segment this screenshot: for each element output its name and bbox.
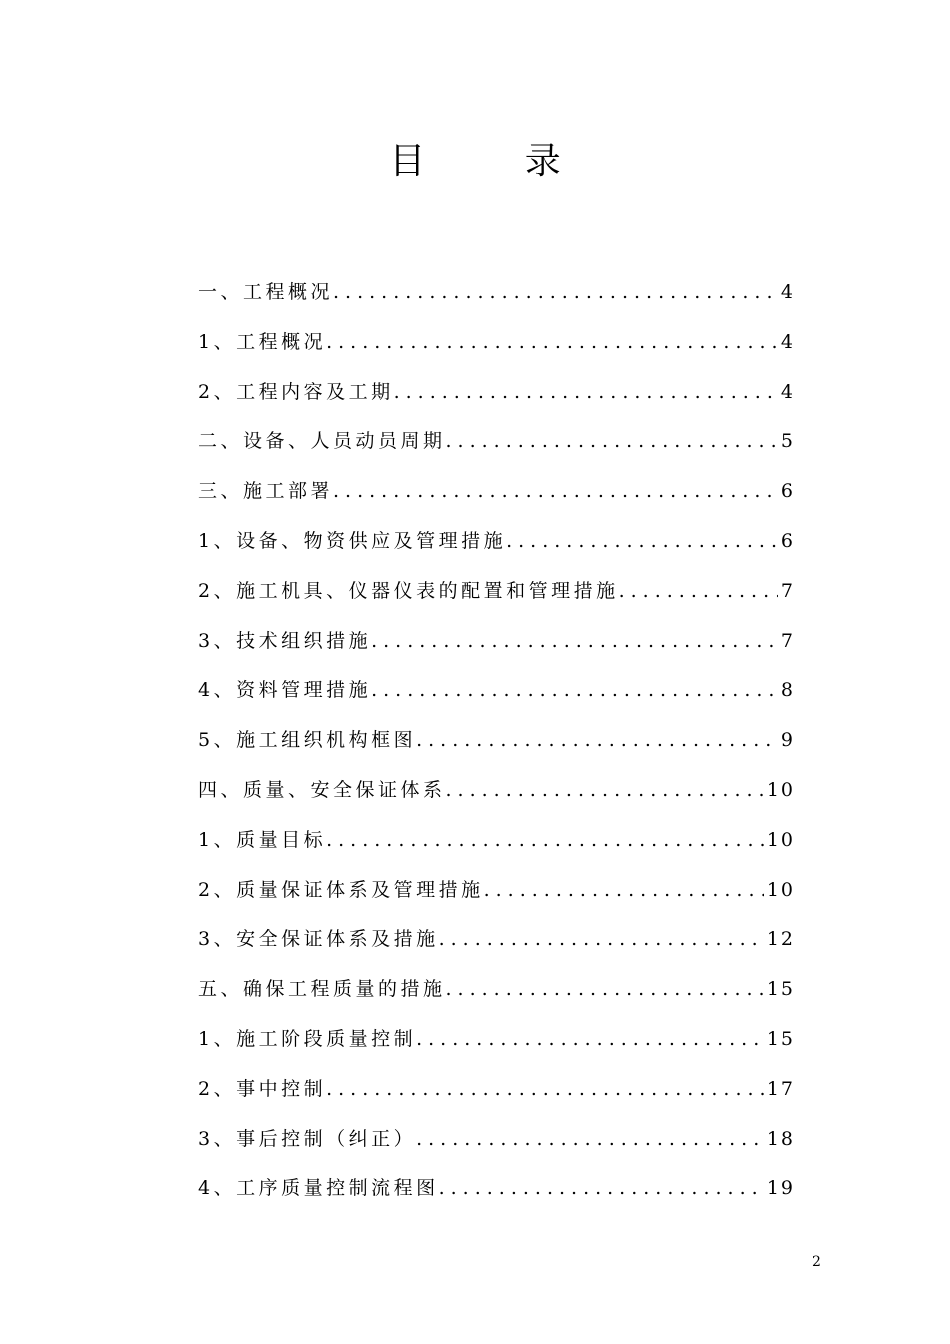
toc-entry-text: 2、质量保证体系及管理措施: [198, 878, 484, 901]
toc-dot-leader: [394, 374, 778, 410]
toc-entry-text: 1、工程概况: [198, 330, 327, 353]
toc-entry[interactable]: [198, 1121, 795, 1171]
toc-entry-text: 1、质量目标: [198, 828, 327, 851]
toc-dot-leader: [333, 473, 778, 509]
toc-entry-page: 17: [766, 1077, 795, 1100]
toc-dot-leader: [446, 772, 764, 808]
toc-entry-page: 19: [766, 1177, 795, 1200]
toc-entry-page: 12: [766, 928, 795, 951]
toc-entry-text: 1、设备、物资供应及管理措施: [198, 529, 507, 552]
toc-entry[interactable]: [198, 772, 795, 822]
toc-entry-page: 15: [766, 1027, 795, 1050]
toc-entry-page: 7: [780, 579, 795, 602]
toc-entry-text: 一、工程概况: [198, 281, 334, 303]
toc-entry[interactable]: [198, 573, 795, 623]
toc-entry-page: 4: [780, 281, 795, 303]
toc-entry-text: 3、安全保证体系及措施: [198, 928, 439, 951]
toc-dot-leader: [416, 722, 778, 758]
toc-entry-text: 2、工程内容及工期: [198, 380, 394, 403]
toc-dot-leader: [484, 872, 764, 908]
toc-dot-leader: [439, 921, 764, 957]
page-title: 目 录: [389, 141, 605, 182]
toc-entry-text: 五、确保工程质量的措施: [198, 978, 446, 1001]
toc-entry-page: 6: [780, 480, 795, 503]
toc-entry-page: 5: [780, 430, 795, 453]
toc-entry-page: 10: [766, 828, 795, 851]
toc-entry-page: 7: [780, 629, 795, 652]
toc-entry[interactable]: [198, 872, 795, 922]
toc-entry[interactable]: [198, 324, 795, 374]
toc-entry[interactable]: [198, 623, 795, 673]
toc-entry-text: 四、质量、安全保证体系: [198, 778, 446, 801]
toc-entry-page: 10: [766, 878, 795, 901]
toc-dot-leader: [371, 623, 778, 659]
toc-entry-page: 6: [780, 529, 795, 552]
toc-entry-page: 9: [780, 729, 795, 752]
toc-dot-leader: [333, 274, 778, 310]
toc-entry-text: 2、事中控制: [198, 1077, 327, 1100]
toc-entry-text: 二、设备、人员动员周期: [198, 430, 446, 453]
toc-entry-page: 18: [766, 1127, 795, 1150]
toc-dot-leader: [416, 1021, 764, 1057]
toc-dot-leader: [506, 523, 778, 559]
toc-entry-page: 15: [766, 978, 795, 1001]
toc-dot-leader: [371, 672, 778, 708]
table-of-contents: [198, 274, 795, 1220]
toc-entry[interactable]: [198, 423, 795, 473]
toc-entry-page: 4: [780, 380, 795, 403]
toc-entry-text: 4、资料管理措施: [198, 679, 372, 702]
toc-dot-leader: [326, 822, 764, 858]
toc-dot-leader: [326, 324, 778, 360]
toc-entry[interactable]: [198, 1170, 795, 1220]
toc-dot-leader: [446, 971, 764, 1007]
toc-dot-leader: [439, 1170, 764, 1206]
toc-entry-text: 3、技术组织措施: [198, 629, 372, 652]
toc-entry-text: 4、工序质量控制流程图: [198, 1177, 439, 1200]
toc-entry-page: 8: [780, 679, 795, 702]
page-number: 2: [812, 1254, 821, 1270]
toc-entry[interactable]: [198, 822, 795, 872]
toc-entry[interactable]: [198, 523, 795, 573]
toc-entry[interactable]: [198, 1021, 795, 1071]
toc-entry-page: 4: [780, 330, 795, 353]
toc-dot-leader: [619, 573, 778, 609]
toc-entry[interactable]: [198, 374, 795, 424]
toc-entry[interactable]: [198, 274, 795, 324]
toc-entry[interactable]: [198, 921, 795, 971]
toc-entry-text: 2、施工机具、仪器仪表的配置和管理措施: [198, 579, 619, 602]
toc-entry[interactable]: [198, 971, 795, 1021]
toc-entry[interactable]: [198, 672, 795, 722]
toc-dot-leader: [416, 1121, 764, 1157]
toc-entry-text: 三、施工部署: [198, 480, 334, 503]
toc-entry-page: 10: [766, 778, 795, 801]
toc-dot-leader: [326, 1071, 764, 1107]
toc-entry-text: 5、施工组织机构框图: [198, 729, 417, 752]
toc-dot-leader: [446, 423, 778, 459]
toc-entry[interactable]: [198, 722, 795, 772]
toc-entry-text: 1、施工阶段质量控制: [198, 1027, 417, 1050]
toc-entry[interactable]: [198, 1071, 795, 1121]
toc-entry-text: 3、事后控制（纠正）: [198, 1127, 417, 1150]
toc-entry[interactable]: [198, 473, 795, 523]
